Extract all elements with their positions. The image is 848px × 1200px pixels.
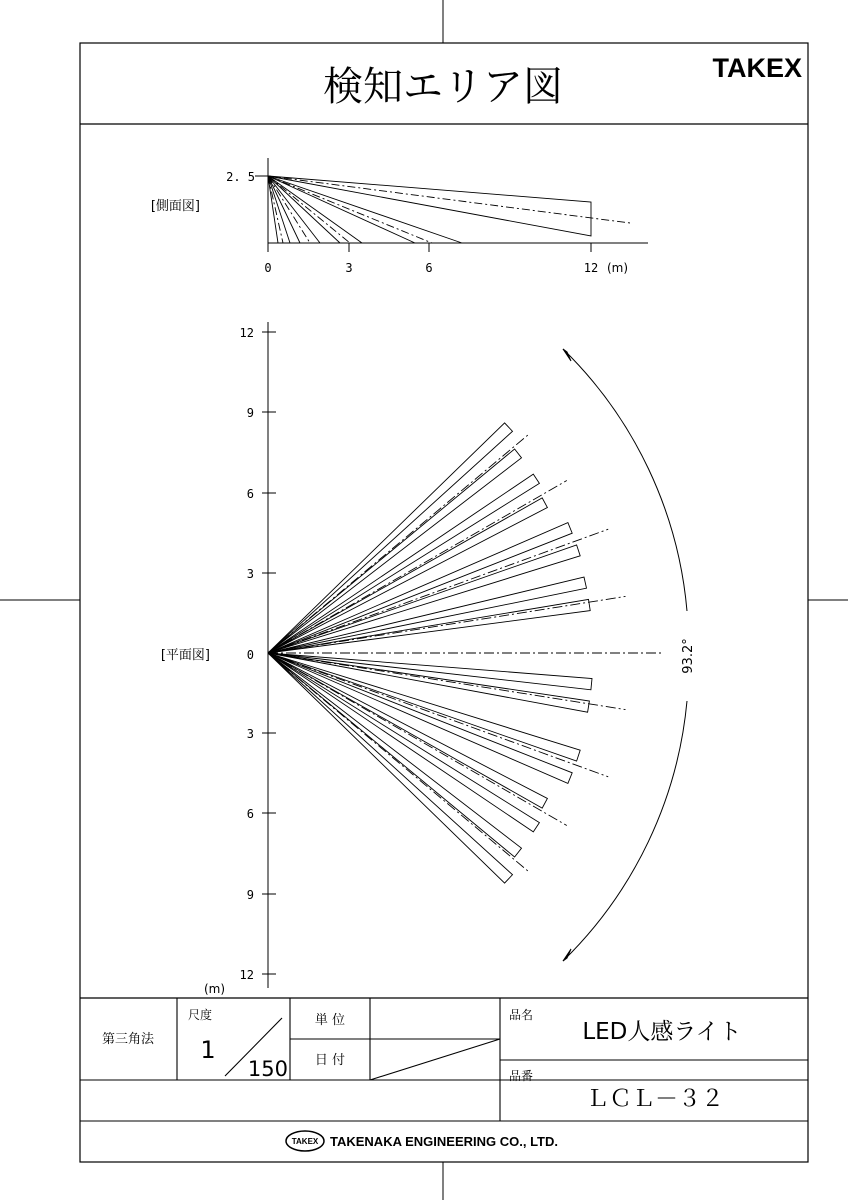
side-view-label: [側面図]	[150, 199, 200, 214]
zone-centerline	[268, 529, 608, 653]
detection-zone-strip	[268, 599, 590, 653]
unit-label: 単 位	[314, 1013, 346, 1028]
detection-zone-strip	[268, 653, 539, 832]
side-zone-ray	[268, 176, 462, 243]
arrow-head-icon	[563, 949, 571, 961]
side-zone-far-center	[268, 176, 630, 223]
zone-centerline	[268, 653, 567, 826]
date-label: 日 付	[314, 1053, 346, 1068]
angle-label: 93.2°	[681, 638, 696, 674]
company-footer	[286, 1131, 558, 1151]
detection-zone-strip	[268, 653, 513, 883]
plan-y-tick: 0	[246, 648, 254, 662]
detection-zone-strip	[268, 653, 580, 761]
plan-detection-zones	[268, 423, 661, 883]
side-detection-zones	[268, 176, 630, 243]
plan-y-ticks	[204, 326, 254, 996]
scale-label: 尺度	[188, 1008, 213, 1022]
plan-y-tick: 9	[246, 406, 254, 420]
plan-y-tick: 6	[246, 487, 254, 501]
plan-y-tick: 12	[239, 968, 254, 982]
side-x-tick: 12	[583, 261, 599, 275]
side-height-label: 2. 5	[226, 170, 255, 184]
detection-zone-strip	[268, 653, 522, 857]
plan-y-tick: 3	[246, 727, 254, 741]
product-number: ＬＣＬ－３２	[586, 1086, 724, 1112]
plan-y-tick: 3	[246, 567, 254, 581]
side-zone-ray	[268, 176, 350, 243]
side-x-ticks	[264, 261, 628, 275]
zone-centerline	[268, 653, 608, 777]
side-x-tick: 6	[425, 261, 433, 275]
angle-arc	[563, 701, 687, 961]
company-logo-text: TAKEX	[291, 1137, 319, 1146]
plan-view	[161, 322, 696, 996]
side-view	[151, 158, 648, 275]
side-x-unit: (m)	[607, 261, 629, 275]
detection-zone-strip	[268, 577, 587, 653]
detection-zone-strip	[268, 474, 539, 653]
detection-angle-dimension	[563, 349, 696, 961]
plan-unit: (m)	[204, 982, 226, 996]
side-zone-far	[268, 176, 591, 236]
angle-arc	[563, 349, 687, 611]
detection-zone-strip	[268, 653, 547, 808]
detection-zone-strip	[268, 653, 572, 783]
plan-y-tick: 6	[246, 807, 254, 821]
company-name: TAKENAKA ENGINEERING CO., LTD.	[330, 1134, 558, 1149]
arrow-head-icon	[563, 349, 571, 361]
detection-zone-strip	[268, 523, 572, 653]
product-name-label: 品名	[509, 1008, 534, 1022]
plan-y-tick: 9	[246, 888, 254, 902]
projection-method: 第三角法	[101, 1032, 155, 1047]
side-x-tick: 3	[345, 261, 353, 275]
side-axes	[255, 158, 648, 252]
side-x-tick: 0	[264, 261, 272, 275]
detection-zone-strip	[268, 653, 592, 690]
side-zone-ray	[268, 176, 432, 243]
product-number-label: 品番	[509, 1069, 534, 1083]
brand-logo: TAKEX	[712, 53, 802, 83]
product-name: LED人感ライト	[582, 1019, 742, 1045]
scale-numerator: 1	[200, 1036, 216, 1064]
page-title: 検知エリア図	[323, 64, 563, 110]
plan-view-label: [平面図]	[160, 648, 210, 663]
plan-y-tick: 12	[239, 326, 254, 340]
zone-centerline	[268, 481, 567, 654]
scale-denominator: 150	[247, 1057, 288, 1081]
title-block	[80, 998, 808, 1151]
